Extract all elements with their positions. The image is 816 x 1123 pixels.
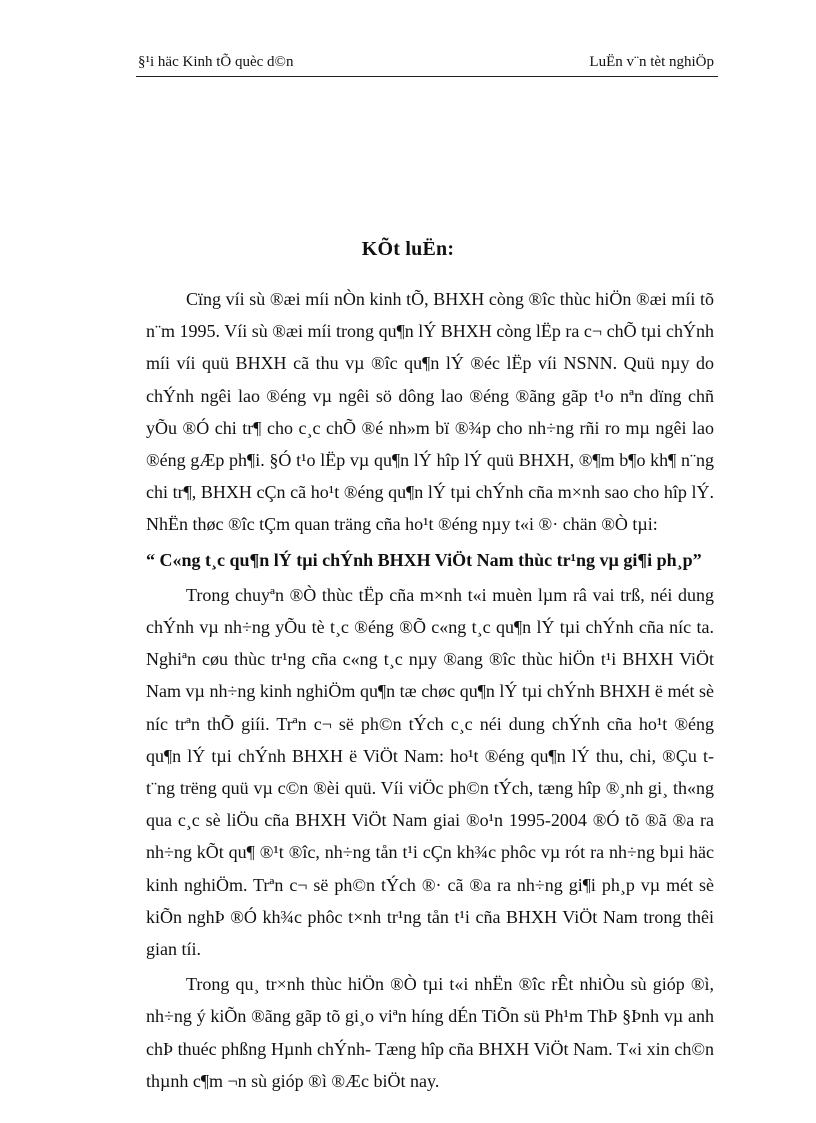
paragraph-acknowledgement: Trong qu¸ tr×nh thùc hiÖn ®Ò tµi t«i nhËn ®îc rÊt nhiÒu sù gióp ®ì, nh÷ng ý kiÕn ®ãng gãp tõ gi¸o viªn híng dÉn TiÕn sü Ph¹m ThÞ §Þnh vµ anh chÞ thuéc phßng Hµnh chÝnh- Tæng hîp cña BHXH ViÖt Nam. T«i xin ch©n thµnh c¶m ¬n sù gióp ®ì ®Æc biÖt nay. <box>146 974 714 1091</box>
header-university: §¹i häc Kinh tÕ quèc d©n <box>138 54 294 70</box>
header-thesis-label: LuËn v¨n tèt nghiÖp <box>589 54 714 70</box>
paragraph-intro: Cïng víi sù ®æi míi nÒn kinh tÕ, BHXH còng ®îc thùc hiÖn ®æi míi tõ n¨m 1995. Víi sù ®æi míi trong qu¶n lÝ BHXH còng lËp ra c¬ chÕ tµi chÝnh míi víi quü BHXH cã thu vµ ®îc qu¶n lÝ ®éc lËp víi NSNN. Quü nµy do chÝnh ngêi lao ®éng vµ ngêi sö dông lao ®éng ®ãng gãp t¹o nªn dïng chñ yÕu ®Ó chi tr¶ cho c¸c chÕ ®é nh»m bï ®¾p cho nh÷ng rñi ro mµ ngêi lao ®éng gÆp ph¶i. §Ó t¹o lËp vµ qu¶n lÝ hîp lÝ quü BHXH, ®¶m b¶o kh¶ n¨ng chi tr¶, BHXH cÇn cã ho¹t ®éng qu¶n lÝ tµi chÝnh cña m×nh sao cho hîp lÝ. NhËn thøc ®îc tÇm quan träng cña ho¹t ®éng nµy t«i ®· chän ®Ò tµi: <box>146 289 714 535</box>
paragraph-summary: Trong chuyªn ®Ò thùc tËp cña m×nh t«i muèn lµm râ vai trß, néi dung chÝnh vµ nh÷ng yÕu tè t¸c ®éng ®Õ c«ng t¸c qu¶n lÝ tµi chÝnh cña níc ta. Nghiªn cøu thùc tr¹ng cña c«ng t¸c nµy ®ang ®îc thùc hiÖn t¹i BHXH ViÖt Nam vµ nh÷ng kinh nghiÖm qu¶n tæ chøc qu¶n lÝ tµi chÝnh BHXH ë mét sè níc trªn thÕ giíi. Trªn c¬ së ph©n tÝch c¸c néi dung chÝnh cña ho¹t ®éng qu¶n lÝ tµi chÝnh BHXH ë ViÖt Nam: ho¹t ®éng qu¶n lÝ thu, chi, ®Çu t t¨ng trëng quü vµ c©n ®èi quü. Víi viÖc ph©n tÝch, tæng hîp ®¸nh gi¸ th«ng qua c¸c sè liÖu cña BHXH ViÖt Nam giai ®o¹n 1995-2004 ®Ó tõ ®ã ®a ra nh÷ng kÕt qu¶ ®¹t ®îc, nh÷ng tån t¹i cÇn kh¾c phôc vµ rót ra nh÷ng bµi häc kinh nghiÖm. Trªn c¬ së ph©n tÝch ®· cã ®a ra nh÷ng gi¶i ph¸p vµ mét sè kiÕn nghÞ ®Ó kh¾c phôc t×nh tr¹ng tån t¹i cña BHXH ViÖt Nam trong thêi gian tíi. <box>146 584 714 960</box>
conclusion-title: KÕt luËn: <box>361 238 455 260</box>
topic-heading: “ C«ng t¸c qu¶n lÝ tµi chÝnh BHXH ViÖt Nam thùc tr¹ng vµ gi¶i ph¸p” <box>146 549 702 570</box>
conclusion-body <box>146 283 714 1097</box>
page-header <box>136 52 718 77</box>
